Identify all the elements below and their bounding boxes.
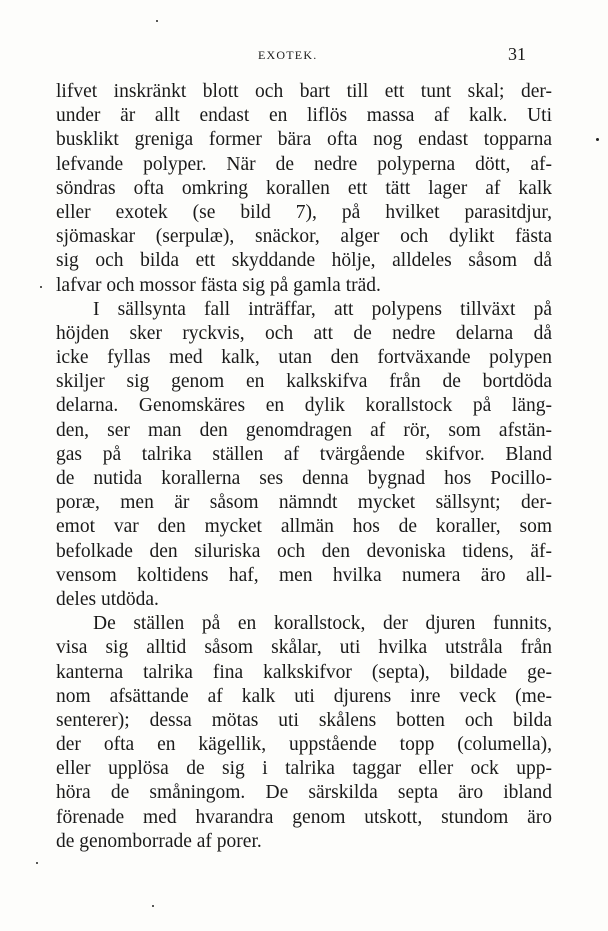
text-line: gas på talrika ställen af tvärgående skifvor. Bland (56, 443, 552, 465)
text-line: höjden sker ryckvis, och att de nedre delarna då (56, 322, 552, 344)
text-line: de nutida korallerna ses denna bygnad hos Pocillo- (56, 468, 552, 489)
text-line: höra de småningom. De särskilda septa äro ibland (56, 782, 552, 804)
text-line: poræ, men är såsom nämndt mycket sällsynt; der- (56, 492, 552, 514)
text-line: den, ser man den genomdragen af rör, som afstän- (56, 419, 552, 441)
text-line: förenade med hvarandra genom utskott, stundom äro (56, 806, 552, 828)
scan-speck (40, 286, 42, 288)
running-head (0, 44, 608, 68)
text-line: söndras ofta omkring korallen ett tätt lager af kalk (56, 177, 552, 199)
text-line: senterer); dessa mötas uti skålens botten och bilda (56, 709, 552, 731)
text-line: icke fyllas med kalk, utan den fortväxande polypen (56, 347, 552, 369)
text-line: De ställen på en korallstock, der djuren funnits, (93, 613, 552, 635)
scan-speck (36, 862, 38, 864)
text-line: lafvar och mossor fästa sig på gamla träd. (56, 274, 381, 296)
paragraph-1 (56, 80, 552, 298)
text-line: eller upplösa de sig i talrika taggar eller ock upp- (56, 758, 552, 780)
text-line: emot var den mycket allmän hos de koraller, som (56, 516, 552, 538)
text-line: I sällsynta fall inträffar, att polypens tillväxt på (93, 298, 552, 320)
scan-speck (156, 20, 158, 22)
text-line: visa sig alltid såsom skålar, uti hvilka utstråla från (56, 637, 552, 659)
text-line: skiljer sig genom en kalkskifva från de bortdöda (56, 371, 552, 393)
text-line: der ofta en kägellik, uppstående topp (columella), (56, 734, 552, 756)
body-text (56, 80, 552, 854)
scan-speck (596, 138, 599, 141)
text-line: vensom koltidens haf, men hvilka numera äro all- (56, 564, 552, 586)
text-line: deles utdöda. (56, 588, 159, 610)
text-line: sjömaskar (serpulæ), snäckor, alger och dylikt fästa (56, 226, 552, 248)
text-line: under är allt endast en liflös massa af kalk. Uti (56, 105, 552, 127)
paragraph-3 (56, 612, 552, 854)
text-line: lefvande polyper. När de nedre polyperna dött, af- (56, 153, 552, 175)
running-title: EXOTEK. (258, 48, 318, 62)
page-number: 31 (508, 44, 526, 64)
text-line: eller exotek (se bild 7), på hvilket parasitdjur, (56, 201, 552, 223)
text-line: busklikt greniga former bära ofta nog endast topparna (56, 129, 552, 151)
text-line: sig och bilda ett skyddande hölje, alldeles såsom då (56, 250, 552, 272)
text-line: kanterna talrika fina kalkskifvor (septa), bildade ge- (56, 661, 552, 683)
text-line: lifvet inskränkt blott och bart till ett tunt skal; der- (56, 81, 552, 102)
text-line: delarna. Genomskäres en dylik korallstock på läng- (56, 395, 552, 417)
text-line: de genomborrade af porer. (56, 830, 262, 852)
text-line: nom afsättande af kalk uti djurens inre veck (me- (56, 685, 552, 707)
text-line: befolkade den siluriska och den devoniska tidens, äf- (56, 540, 552, 562)
scan-speck (152, 905, 154, 907)
paragraph-2 (56, 298, 552, 612)
